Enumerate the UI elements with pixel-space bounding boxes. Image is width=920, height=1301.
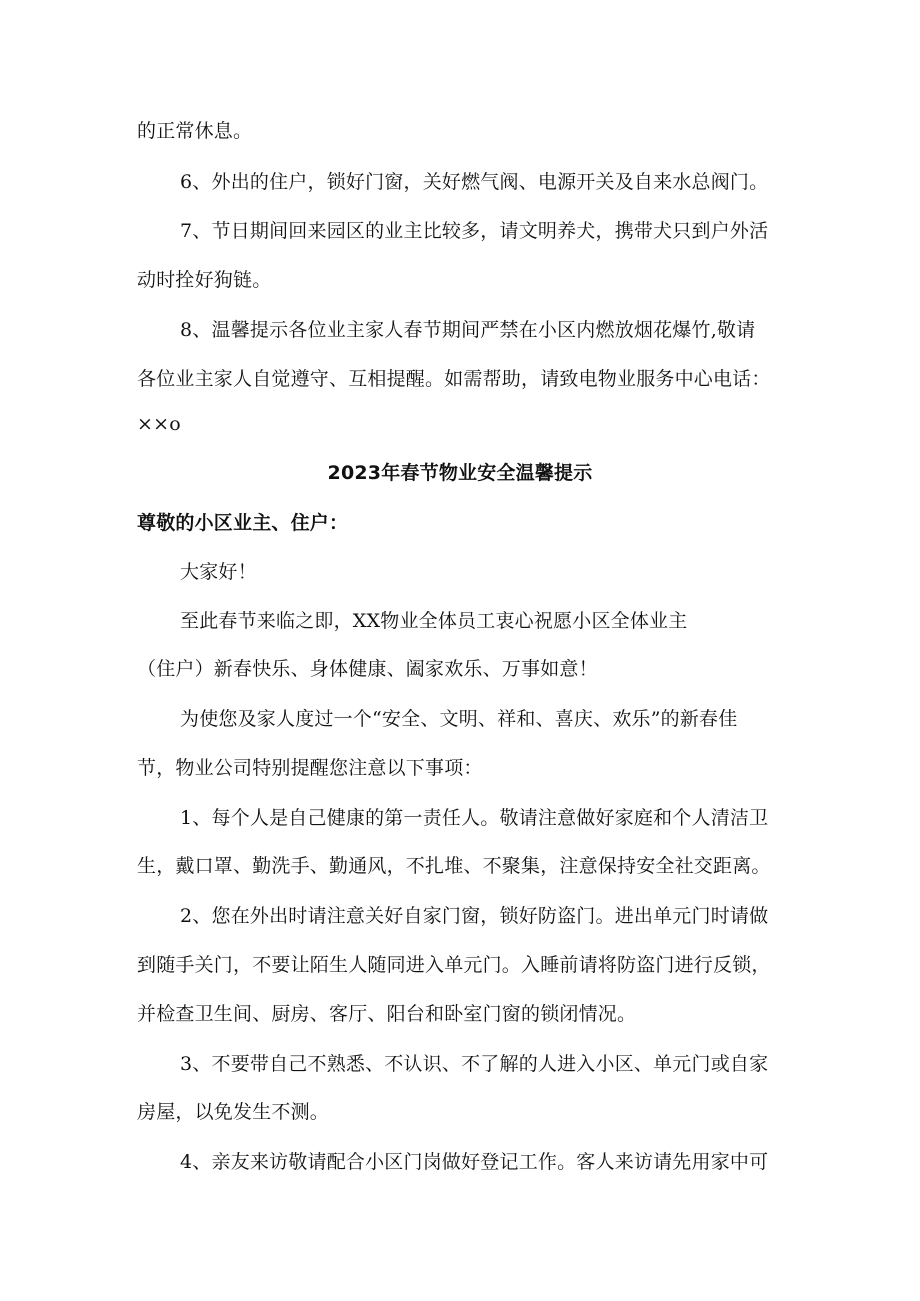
item-1-line-1: 1、每个人是自己健康的第一责任人。敬请注意做好家庭和个人清洁卫 xyxy=(180,807,769,829)
item-7-line-2: 动时拴好狗链。 xyxy=(137,269,272,291)
intro-line-1: 为使您及家人度过一个“安全、文明、祥和、喜庆、欢乐”的新春佳 xyxy=(180,708,738,730)
intro-line-2: 节，物业公司特别提醒您注意以下事项： xyxy=(137,757,483,779)
item-2-line-2: 到随手关门，不要让陌生人随同进入单元门。入睡前请将防盗门进行反锁， xyxy=(137,954,771,976)
notice-salutation: 尊敬的小区业主、住户： xyxy=(137,512,349,534)
item-2-line-3: 并检查卫生间、厨房、客厅、阳台和卧室门窗的锁闭情况。 xyxy=(137,1003,637,1025)
item-7-line-1: 7、节日期间回来园区的业主比较多，请文明养犬，携带犬只到户外活 xyxy=(180,220,769,242)
item-6-line: 6、外出的住户，锁好门窗，关好燃气阀、电源开关及自来水总阀门。 xyxy=(180,171,769,193)
item-3-line-1: 3、不要带自己不熟悉、不认识、不了解的人进入小区、单元门或自家 xyxy=(180,1053,769,1075)
notice-title: 2023年春节物业安全温馨提示 xyxy=(327,462,593,484)
greeting-line: 大家好！ xyxy=(180,561,257,583)
blessing-line-1: 至此春节来临之即，XX物业全体员工衷心祝愿小区全体业主 xyxy=(180,610,688,632)
blessing-line-2: （住户）新春快乐、身体健康、阖家欢乐、万事如意！ xyxy=(137,658,598,680)
item-4-line-1: 4、亲友来访敬请配合小区门岗做好登记工作。客人来访请先用家中可 xyxy=(180,1151,769,1173)
item-8-line-2: 各位业主家人自觉遵守、互相提醒。如需帮助，请致电物业服务中心电话： xyxy=(137,368,771,390)
item-8-line-3: ××o xyxy=(137,413,181,435)
item-2-line-1: 2、您在外出时请注意关好自家门窗，锁好防盗门。进出单元门时请做 xyxy=(180,905,769,927)
item-8-line-1: 8、温馨提示各位业主家人春节期间严禁在小区内燃放烟花爆竹,敬请 xyxy=(180,319,756,341)
item-3-line-2: 房屋，以免发生不测。 xyxy=(137,1101,330,1123)
continuation-line-1: 的正常休息。 xyxy=(137,120,253,142)
item-1-line-2: 生，戴口罩、勤洗手、勤通风，不扎堆、不聚集，注意保持安全社交距离。 xyxy=(137,855,771,877)
